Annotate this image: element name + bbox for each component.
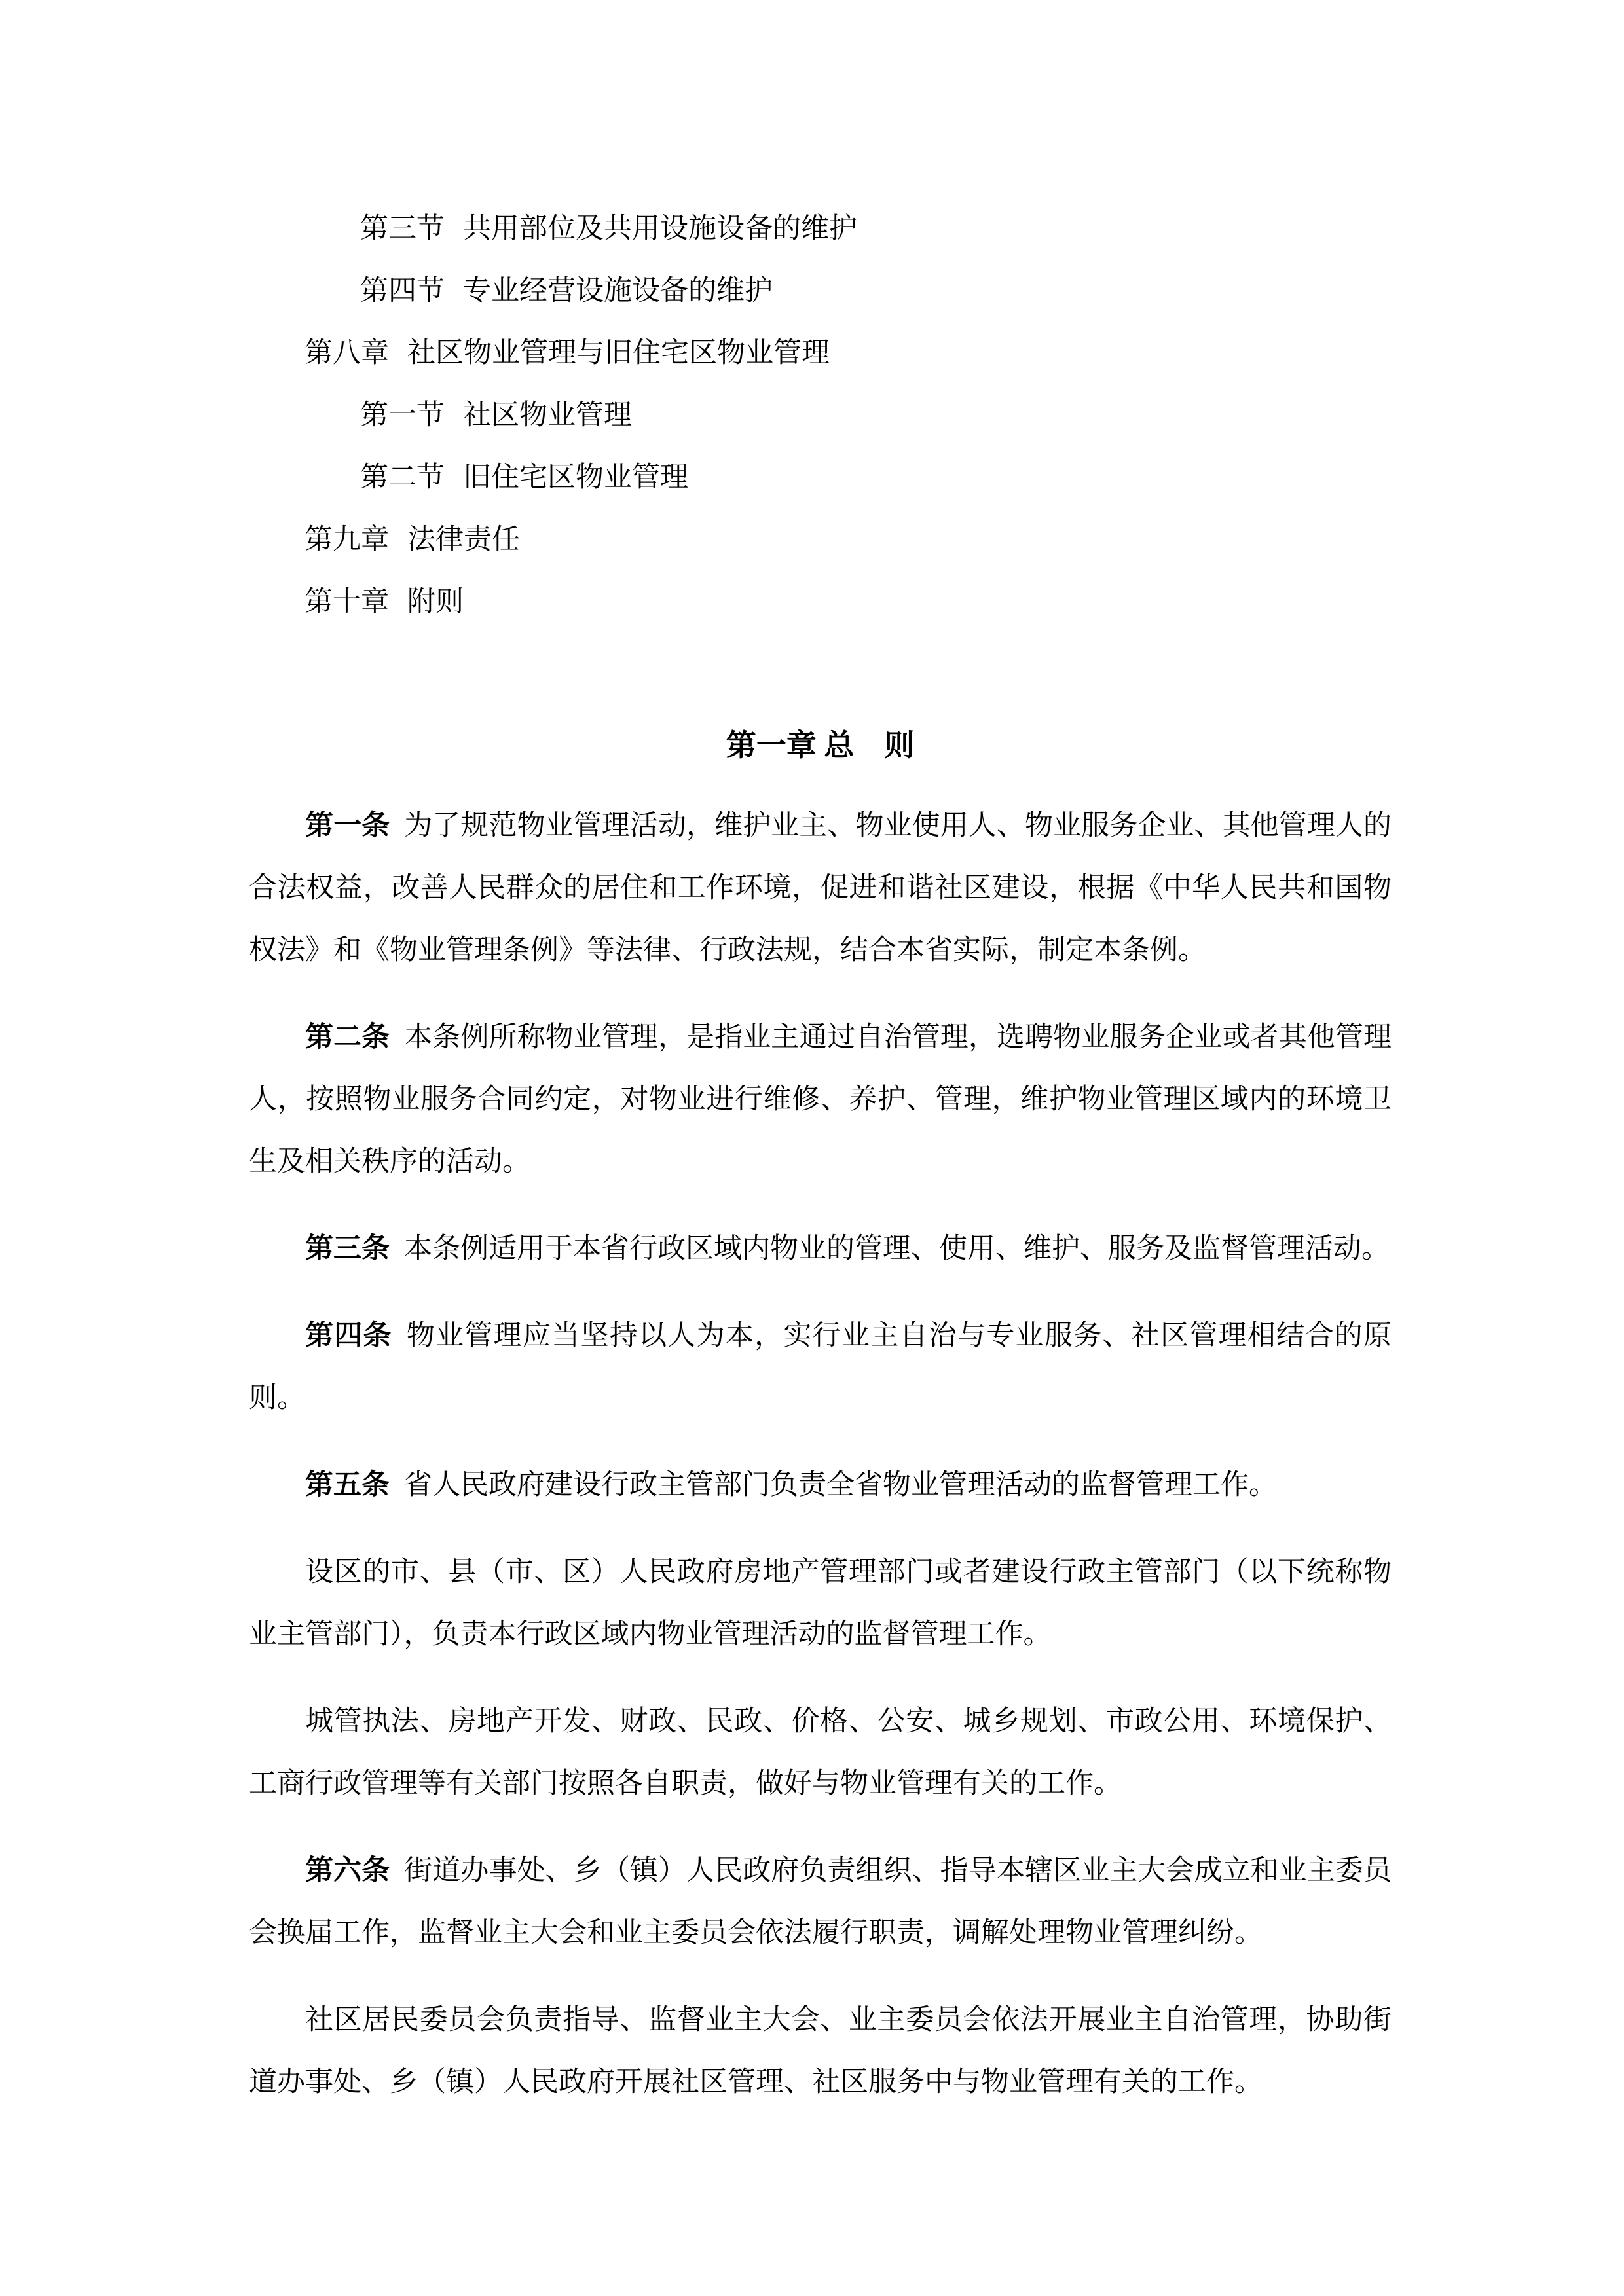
article-paragraph [249,1690,1392,1815]
article-paragraph [249,1840,1392,1964]
toc-item-number: 第十章 [304,587,389,617]
article-paragraph [249,1305,1392,1429]
article-number: 第二条 [305,1022,390,1053]
article-text: 省人民政府建设行政主管部门负责全省物业管理活动的监督管理工作。 [404,1470,1277,1501]
toc-item-number: 第四节 [360,276,445,306]
article-text: 设区的市、县（市、区）人民政府房地产管理部门或者建设行政主管部门（以下统称物业主管部门），负责本行政区域内物业管理活动的监督管理工作。 [249,1557,1392,1650]
toc-item [249,322,1392,384]
toc-item-number: 第二节 [360,462,445,493]
article-paragraph [249,795,1392,981]
toc-item [249,446,1392,509]
toc-item-number: 第三节 [360,213,445,244]
toc-item [249,571,1392,633]
article-text: 物业管理应当坚持以人为本，实行业主自治与专业服务、社区管理相结合的原则。 [249,1321,1392,1413]
toc-item [249,509,1392,571]
toc-item-title: 共用部位及共用设施设备的维护 [463,213,857,244]
article-number: 第六条 [305,1855,390,1886]
article-text: 城管执法、房地产开发、财政、民政、价格、公安、城乡规划、市政公用、环境保护、工商行政管理等有关部门按照各自职责，做好与物业管理有关的工作。 [249,1706,1392,1799]
article-text: 本条例所称物业管理，是指业主通过自治管理，选聘物业服务企业或者其他管理人，按照物业服务合同约定，对物业进行维修、养护、管理，维护物业管理区域内的环境卫生及相关秩序的活动。 [249,1022,1392,1177]
article-number: 第四条 [305,1321,392,1351]
toc-item-title: 专业经营设施设备的维护 [463,276,773,306]
article-number: 第一条 [305,811,390,841]
article-text: 为了规范物业管理活动，维护业主、物业使用人、物业服务企业、其他管理人的合法权益，改善人民群众的居住和工作环境，促进和谐社区建设，根据《中华人民共和国物权法》和《物业管理条例》等法律、行政法规，结合本省实际，制定本条例。 [249,811,1392,966]
article-paragraph [249,1218,1392,1280]
article-text: 本条例适用于本省行政区域内物业的管理、使用、维护、服务及监督管理活动。 [404,1233,1390,1264]
toc-item-number: 第一节 [360,400,445,431]
toc-item-title: 法律责任 [407,524,520,555]
article-text: 街道办事处、乡（镇）人民政府负责组织、指导本辖区业主大会成立和业主委员会换届工作，监督业主大会和业主委员会依法履行职责，调解处理物业管理纠纷。 [249,1855,1392,1948]
toc-item-title: 旧住宅区物业管理 [463,462,688,493]
article-paragraph [249,1454,1392,1516]
article-body [249,795,1392,2138]
article-number: 第三条 [305,1233,390,1264]
article-paragraph [249,1006,1392,1193]
article-paragraph [249,1989,1392,2113]
toc-item-title: 附则 [407,587,464,617]
toc-item [249,260,1392,322]
toc-item-number: 第九章 [304,524,389,555]
chapter-title: 第一章 总 则 [726,729,915,762]
toc-item [249,198,1392,260]
toc-item-title: 社区物业管理 [463,400,632,431]
article-paragraph [249,1541,1392,1666]
toc-item-number: 第八章 [304,338,389,369]
article-text: 社区居民委员会负责指导、监督业主大会、业主委员会依法开展业主自治管理，协助街道办事处、乡（镇）人民政府开展社区管理、社区服务中与物业管理有关的工作。 [249,2005,1392,2098]
toc-item-title: 社区物业管理与旧住宅区物业管理 [407,338,830,369]
table-of-contents [249,198,1392,633]
article-number: 第五条 [305,1470,390,1501]
toc-item [249,384,1392,446]
